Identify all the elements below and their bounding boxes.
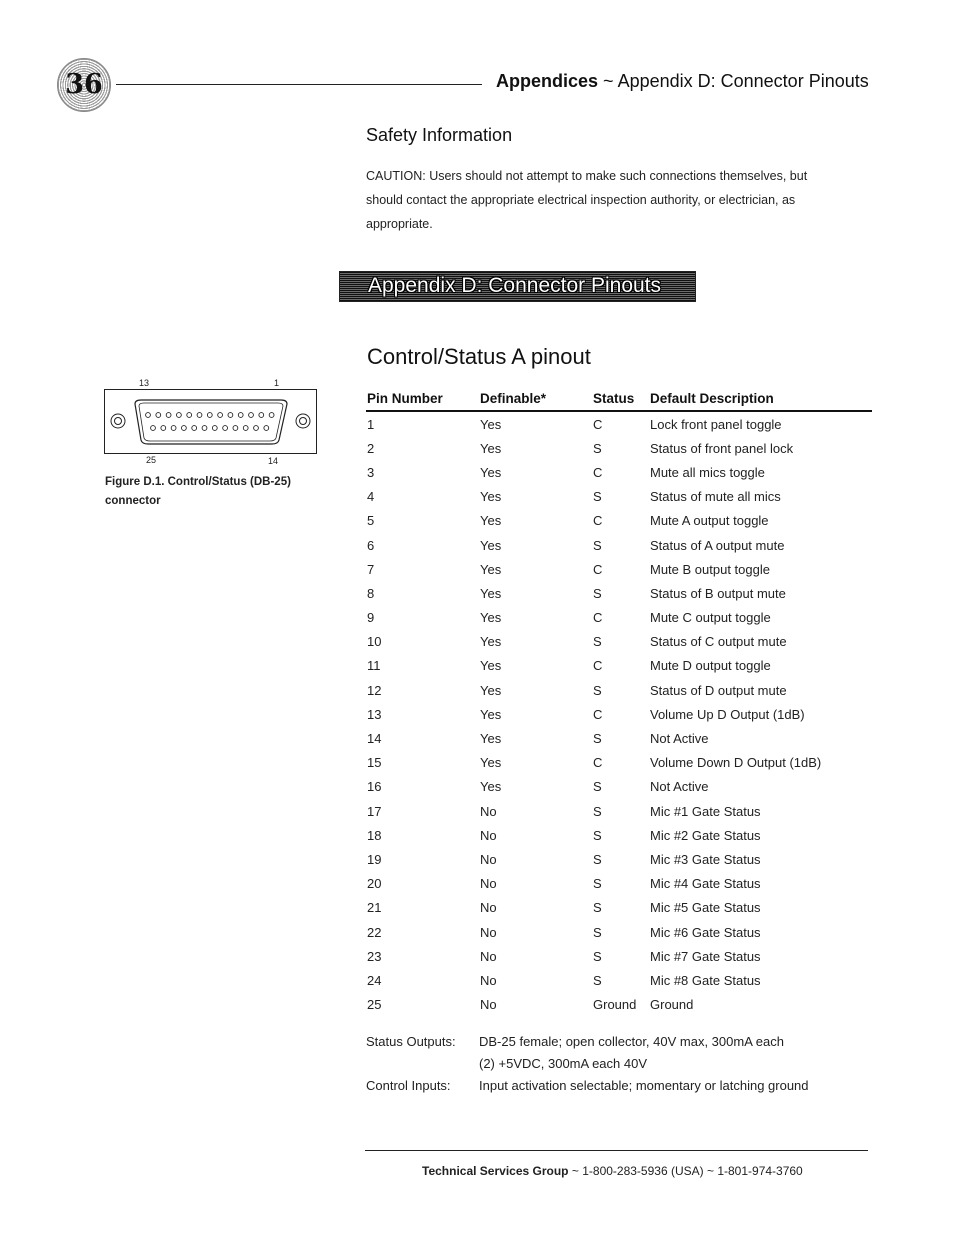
- definable-cell: No: [480, 851, 497, 867]
- connector-pin: [259, 413, 264, 418]
- status-cell: S: [593, 585, 602, 601]
- description-cell: Mic #2 Gate Status: [650, 827, 761, 843]
- table-row: [366, 944, 872, 968]
- status-cell: S: [593, 851, 602, 867]
- description-cell: Status of front panel lock: [650, 440, 794, 456]
- status-outputs-value-line2: (2) +5VDC, 300mA each 40V: [479, 1056, 648, 1071]
- connector-pin: [182, 426, 187, 431]
- pin-number-cell: 7: [367, 561, 375, 577]
- definable-cell: No: [480, 900, 497, 916]
- status-cell: C: [593, 464, 603, 480]
- table-row: [366, 581, 872, 605]
- description-cell: Mic #1 Gate Status: [650, 803, 761, 819]
- connector-pin: [192, 426, 197, 431]
- status-outputs-row: [366, 1031, 872, 1053]
- definable-cell: No: [480, 827, 497, 843]
- connector-pin: [171, 426, 176, 431]
- definable-cell: No: [480, 948, 497, 964]
- column-header-pin-number: Pin Number: [366, 388, 479, 411]
- control-inputs-label: Control Inputs:: [366, 1078, 451, 1093]
- status-cell: S: [593, 537, 602, 553]
- definable-cell: No: [480, 803, 497, 819]
- definable-cell: Yes: [480, 755, 502, 771]
- status-outputs-value-line1: DB-25 female; open collector, 40V max, 300mA each: [479, 1034, 784, 1049]
- status-cell: S: [593, 634, 602, 650]
- definable-cell: No: [480, 972, 497, 988]
- header-separator: ~: [603, 71, 614, 91]
- connector-pin: [243, 426, 248, 431]
- status-cell: C: [593, 610, 603, 626]
- description-cell: Mute C output toggle: [650, 610, 771, 626]
- pin-number-cell: 16: [367, 779, 382, 795]
- pin-number-cell: 5: [367, 513, 375, 529]
- definable-cell: Yes: [480, 513, 502, 529]
- definable-cell: Yes: [480, 610, 502, 626]
- table-row: [366, 847, 872, 871]
- header-section: Appendices: [496, 71, 599, 91]
- pin-number-cell: 2: [367, 440, 375, 456]
- definable-cell: Yes: [480, 706, 502, 722]
- pin-number-cell: 10: [367, 634, 382, 650]
- description-cell: Volume Up D Output (1dB): [650, 706, 805, 722]
- footer-org: Technical Services Group: [422, 1164, 569, 1178]
- pin-number-cell: 4: [367, 489, 375, 505]
- description-cell: Volume Down D Output (1dB): [650, 755, 822, 771]
- definable-cell: Yes: [480, 634, 502, 650]
- connector-pin: [197, 413, 202, 418]
- electrical-notes: [366, 1031, 872, 1097]
- control-inputs-row: [366, 1075, 872, 1097]
- connector-pin: [238, 413, 243, 418]
- connector-pin: [264, 426, 269, 431]
- description-cell: Mic #7 Gate Status: [650, 948, 761, 964]
- pin-number-cell: 21: [367, 900, 382, 916]
- table-row: [366, 630, 872, 654]
- table-row: [366, 436, 872, 460]
- table-row: [366, 678, 872, 702]
- pinout-table: [366, 388, 872, 1017]
- definable-cell: Yes: [480, 779, 502, 795]
- status-outputs-label: Status Outputs:: [366, 1034, 456, 1049]
- footer-separator-2: ~: [706, 1164, 714, 1178]
- description-cell: Mic #5 Gate Status: [650, 900, 761, 916]
- connector-pin: [207, 413, 212, 418]
- status-cell: S: [593, 682, 602, 698]
- pin-number-cell: 18: [367, 827, 382, 843]
- connector-pin: [202, 426, 207, 431]
- table-header-row: [366, 388, 872, 411]
- connector-pin: [249, 413, 254, 418]
- table-row: [366, 726, 872, 750]
- description-cell: Ground: [650, 997, 694, 1013]
- definable-cell: Yes: [480, 416, 502, 432]
- table-body: [366, 411, 872, 1017]
- status-cell: C: [593, 513, 603, 529]
- status-cell: C: [593, 658, 603, 674]
- connector-pin: [177, 413, 182, 418]
- definable-cell: No: [480, 876, 497, 892]
- table-row: [366, 411, 872, 436]
- connector-pin: [146, 413, 151, 418]
- connector-pin: [228, 413, 233, 418]
- pin-label-top-right: 1: [274, 378, 280, 388]
- description-cell: Status of A output mute: [650, 537, 785, 553]
- description-cell: Mic #4 Gate Status: [650, 876, 761, 892]
- table-row: [366, 775, 872, 799]
- description-cell: Status of B output mute: [650, 585, 786, 601]
- footer-rule: [365, 1150, 868, 1151]
- status-cell: S: [593, 876, 602, 892]
- safety-caution-text: CAUTION: Users should not attempt to make such connections themselves, but should contact the appropriate electrical inspection authority, or electrician, as appropriate.: [366, 169, 808, 231]
- definable-cell: Yes: [480, 489, 502, 505]
- definable-cell: No: [480, 924, 497, 940]
- safety-heading: Safety Information: [366, 125, 513, 145]
- table-row: [366, 993, 872, 1017]
- connector-pin: [166, 413, 171, 418]
- table-row: [366, 702, 872, 726]
- definable-cell: No: [480, 997, 497, 1013]
- status-cell: C: [593, 706, 603, 722]
- connector-pin: [187, 413, 192, 418]
- table-row: [366, 533, 872, 557]
- status-cell: Ground: [593, 997, 637, 1013]
- pin-number-cell: 22: [367, 924, 382, 940]
- pin-label-top-left: 13: [139, 378, 150, 388]
- page-number: 36: [65, 69, 103, 100]
- description-cell: Mute A output toggle: [650, 513, 769, 529]
- table-row: [366, 751, 872, 775]
- pin-number-cell: 12: [367, 682, 382, 698]
- pin-number-cell: 14: [367, 731, 382, 747]
- pin-number-cell: 15: [367, 755, 382, 771]
- status-cell: S: [593, 489, 602, 505]
- pin-number-cell: 9: [367, 610, 375, 626]
- section-heading: Control/Status A pinout: [367, 344, 591, 369]
- table-row: [366, 799, 872, 823]
- appendix-banner-title: Appendix D: Connector Pinouts: [368, 274, 662, 297]
- status-cell: S: [593, 731, 602, 747]
- description-cell: Mic #3 Gate Status: [650, 851, 761, 867]
- description-cell: Mute B output toggle: [650, 561, 770, 577]
- pin-number-cell: 8: [367, 585, 375, 601]
- table-row: [366, 557, 872, 581]
- description-cell: Status of C output mute: [650, 634, 787, 650]
- pin-number-cell: 3: [367, 464, 375, 480]
- table-row: [366, 485, 872, 509]
- description-cell: Status of mute all mics: [650, 489, 781, 505]
- definable-cell: Yes: [480, 585, 502, 601]
- connector-pin: [269, 413, 274, 418]
- definable-cell: Yes: [480, 537, 502, 553]
- status-cell: C: [593, 416, 603, 432]
- definable-cell: Yes: [480, 561, 502, 577]
- status-outputs-label-spacer: [366, 1053, 479, 1075]
- footer-phone-intl: 1-801-974-3760: [717, 1164, 803, 1178]
- pin-label-bottom-left: 25: [146, 455, 157, 465]
- table-row: [366, 509, 872, 533]
- status-cell: S: [593, 972, 602, 988]
- connector-pin: [233, 426, 238, 431]
- pin-label-bottom-right: 14: [268, 456, 279, 466]
- pin-number-cell: 13: [367, 706, 382, 722]
- pin-number-cell: 17: [367, 803, 382, 819]
- status-cell: S: [593, 803, 602, 819]
- status-outputs-row-2: [366, 1053, 872, 1075]
- table-row: [366, 896, 872, 920]
- connector-pin: [218, 413, 223, 418]
- pin-number-cell: 6: [367, 537, 375, 553]
- table-row: [366, 968, 872, 992]
- connector-pin: [254, 426, 259, 431]
- description-cell: Not Active: [650, 779, 709, 795]
- description-cell: Status of D output mute: [650, 682, 787, 698]
- table-row: [366, 920, 872, 944]
- pin-number-cell: 20: [367, 876, 382, 892]
- connector-pin: [156, 413, 161, 418]
- connector-pin: [151, 426, 156, 431]
- status-cell: S: [593, 948, 602, 964]
- description-cell: Not Active: [650, 731, 709, 747]
- definable-cell: Yes: [480, 731, 502, 747]
- column-header-default-description: Default Description: [649, 388, 872, 411]
- status-cell: C: [593, 561, 603, 577]
- control-inputs-value: Input activation selectable; momentary or latching ground: [479, 1078, 809, 1093]
- status-cell: S: [593, 827, 602, 843]
- running-header: [496, 71, 869, 92]
- pin-number-cell: 24: [367, 972, 382, 988]
- column-header-definable: Definable*: [479, 388, 592, 411]
- status-cell: S: [593, 900, 602, 916]
- figure-caption: Figure D.1. Control/Status (DB-25) connector: [105, 476, 291, 507]
- definable-cell: Yes: [480, 682, 502, 698]
- footer-separator-1: ~: [571, 1164, 579, 1178]
- connector-pin: [161, 426, 166, 431]
- definable-cell: Yes: [480, 440, 502, 456]
- definable-cell: Yes: [480, 658, 502, 674]
- table-row: [366, 606, 872, 630]
- description-cell: Mic #8 Gate Status: [650, 972, 761, 988]
- header-rule: [116, 84, 482, 85]
- description-cell: Lock front panel toggle: [650, 416, 782, 432]
- connector-pin: [223, 426, 228, 431]
- status-cell: S: [593, 779, 602, 795]
- status-cell: S: [593, 924, 602, 940]
- status-cell: C: [593, 755, 603, 771]
- footer-phone-usa: 1-800-283-5936 (USA): [582, 1164, 704, 1178]
- table-row: [366, 460, 872, 484]
- description-cell: Mic #6 Gate Status: [650, 924, 761, 940]
- pin-number-cell: 19: [367, 851, 382, 867]
- table-row: [366, 823, 872, 847]
- connector-pin: [212, 426, 217, 431]
- header-subsection: Appendix D: Connector Pinouts: [617, 71, 869, 91]
- description-cell: Mute D output toggle: [650, 658, 771, 674]
- column-header-status: Status: [592, 388, 649, 411]
- table-row: [366, 654, 872, 678]
- pin-number-cell: 11: [367, 658, 381, 674]
- table-row: [366, 872, 872, 896]
- db25-connector-diagram: [104, 389, 317, 454]
- pin-number-cell: 1: [367, 416, 375, 432]
- pin-number-cell: 23: [367, 948, 382, 964]
- definable-cell: Yes: [480, 464, 502, 480]
- db25-connector-icon: [105, 390, 316, 453]
- status-cell: S: [593, 440, 602, 456]
- footer-contact: [422, 1164, 803, 1178]
- description-cell: Mute all mics toggle: [650, 464, 765, 480]
- pin-number-cell: 25: [367, 997, 382, 1013]
